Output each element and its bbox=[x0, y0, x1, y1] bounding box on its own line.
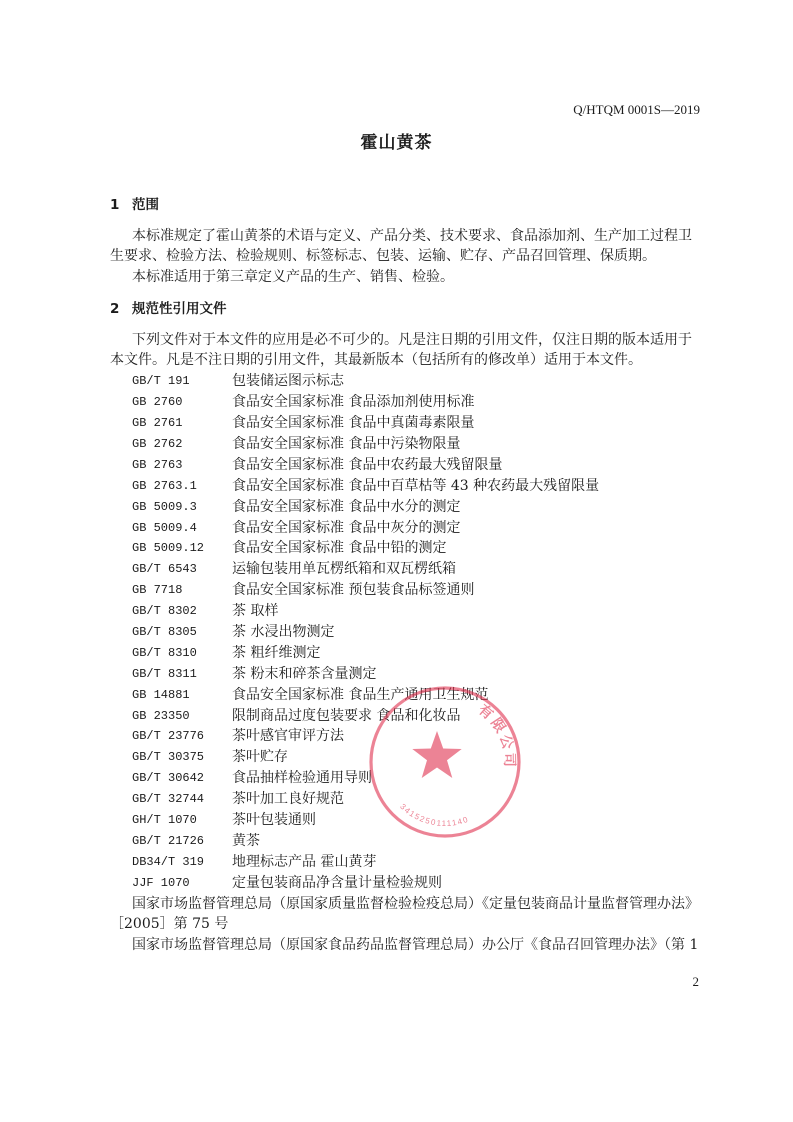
reference-title: 食品安全国家标准 食品中农药最大残留限量 bbox=[232, 456, 503, 473]
reference-title: 食品安全国家标准 食品生产通用卫生规范 bbox=[232, 686, 489, 703]
paragraph-line: 下列文件对于本文件的应用是必不可少的。凡是注日期的引用文件，仅注日期的版本适用于 bbox=[132, 331, 692, 348]
page-title: 霍山黄茶 bbox=[360, 133, 433, 153]
section-1-body bbox=[110, 226, 720, 289]
seal-company-text-path: 有限公司 bbox=[474, 701, 518, 770]
reference-title: 食品安全国家标准 食品添加剂使用标准 bbox=[232, 394, 475, 411]
reference-title: 地理标志产品 霍山黄芽 bbox=[232, 853, 377, 870]
reference-item bbox=[110, 789, 720, 810]
paragraph-line: ［2005］第 75 号 bbox=[110, 916, 229, 933]
reference-code: DB34/T 319 bbox=[132, 854, 205, 869]
reference-code: GB 5009.12 bbox=[132, 541, 205, 556]
reference-item bbox=[110, 726, 720, 747]
document-code: Q/HTQM 0001S—2019 bbox=[573, 102, 700, 117]
reference-title: 茶叶加工良好规范 bbox=[232, 791, 344, 808]
paragraph-line: 本标准适用于第三章定义产品的生产、销售、检验。 bbox=[132, 269, 454, 286]
reference-code: GB 5009.4 bbox=[132, 520, 197, 535]
reference-code: GH/T 1070 bbox=[132, 812, 197, 827]
reference-code: GB/T 21726 bbox=[132, 833, 205, 848]
reference-title: 食品安全国家标准 食品中水分的测定 bbox=[232, 498, 461, 515]
reference-code: JJF 1070 bbox=[132, 875, 190, 890]
reference-item bbox=[110, 810, 720, 831]
reference-title: 茶叶包装通则 bbox=[232, 811, 316, 828]
reference-code: GB 2761 bbox=[132, 416, 183, 431]
reference-item bbox=[110, 873, 720, 894]
paragraph-line: 国家市场监督管理总局（原国家食品药品监督管理总局）办公厅《食品召回管理办法》（第 1 bbox=[132, 937, 699, 954]
reference-title: 食品安全国家标准 食品中真菌毒素限量 bbox=[232, 415, 475, 432]
reference-code: GB/T 191 bbox=[132, 374, 190, 389]
reference-code: GB/T 8305 bbox=[132, 624, 197, 639]
reference-code: GB/T 8310 bbox=[132, 645, 197, 660]
seal-number-text-path: 3415250111140 bbox=[398, 802, 471, 829]
paragraph-line: 本文件。凡是不注日期的引用文件，其最新版本（包括所有的修改单）适用于本文件。 bbox=[110, 352, 642, 369]
reference-title: 茶叶贮存 bbox=[232, 749, 288, 766]
reference-code: GB/T 23776 bbox=[132, 729, 205, 744]
reference-item bbox=[110, 559, 720, 580]
reference-code: GB/T 8302 bbox=[132, 604, 197, 619]
reference-code: GB 23350 bbox=[132, 708, 190, 723]
reference-item bbox=[110, 685, 720, 706]
reference-item bbox=[110, 580, 720, 601]
reference-code: GB 2760 bbox=[132, 395, 183, 410]
reference-item bbox=[110, 706, 720, 727]
reference-title: 包装储运图示标志 bbox=[232, 373, 344, 390]
reference-title: 食品安全国家标准 食品中百草枯等 43 种农药最大残留限量 bbox=[232, 477, 600, 494]
reference-item bbox=[110, 601, 720, 622]
section-2-body bbox=[110, 330, 720, 957]
reference-title: 茶叶感官审评方法 bbox=[232, 728, 344, 745]
reference-item bbox=[110, 497, 720, 518]
reference-list bbox=[110, 371, 720, 893]
reference-code: GB 2763.1 bbox=[132, 478, 197, 493]
reference-code: GB 5009.3 bbox=[132, 499, 197, 514]
reference-item bbox=[110, 622, 720, 643]
reference-item bbox=[110, 434, 720, 455]
reference-code: GB 2763 bbox=[132, 457, 183, 472]
reference-title: 食品安全国家标准 食品中灰分的测定 bbox=[232, 519, 461, 536]
section-2-number: 2 bbox=[110, 300, 120, 317]
reference-item bbox=[110, 371, 720, 392]
reference-item bbox=[110, 747, 720, 768]
reference-title: 食品安全国家标准 食品中铅的测定 bbox=[232, 540, 447, 557]
section-1-number: 1 bbox=[110, 196, 120, 213]
reference-item bbox=[110, 768, 720, 789]
reference-title: 定量包装商品净含量计量检验规则 bbox=[232, 874, 442, 891]
reference-code: GB 7718 bbox=[132, 583, 183, 598]
paragraph-line: 本标准规定了霍山黄茶的术语与定义、产品分类、技术要求、食品添加剂、生产加工过程卫 bbox=[132, 227, 692, 244]
reference-item bbox=[110, 518, 720, 539]
reference-title: 茶 粗纤维测定 bbox=[232, 644, 321, 661]
reference-title: 食品安全国家标准 食品中污染物限量 bbox=[232, 435, 461, 452]
section-2-heading bbox=[110, 299, 227, 320]
section-1-heading bbox=[110, 195, 159, 216]
reference-item bbox=[110, 643, 720, 664]
reference-item bbox=[110, 392, 720, 413]
section-2-title: 规范性引用文件 bbox=[132, 300, 227, 317]
reference-title: 限制商品过度包装要求 食品和化妆品 bbox=[232, 707, 461, 724]
reference-item bbox=[110, 664, 720, 685]
reference-item bbox=[110, 538, 720, 559]
reference-item bbox=[110, 413, 720, 434]
reference-title: 茶 粉末和碎茶含量测定 bbox=[232, 665, 377, 682]
reference-title: 运输包装用单瓦楞纸箱和双瓦楞纸箱 bbox=[232, 561, 456, 578]
reference-item bbox=[110, 476, 720, 497]
page-number: 2 bbox=[692, 974, 699, 989]
reference-title: 食品安全国家标准 预包装食品标签通则 bbox=[232, 582, 475, 599]
reference-code: GB/T 6543 bbox=[132, 562, 197, 577]
reference-item bbox=[110, 852, 720, 873]
paragraph-line: 国家市场监督管理总局（原国家质量监督检验检疫总局）《定量包装商品计量监督管理办法》 bbox=[132, 895, 699, 912]
reference-title: 茶 取样 bbox=[232, 603, 279, 620]
section-1-title: 范围 bbox=[132, 196, 159, 213]
reference-code: GB/T 32744 bbox=[132, 792, 205, 807]
reference-item bbox=[110, 455, 720, 476]
reference-title: 食品抽样检验通用导则 bbox=[232, 770, 372, 787]
reference-code: GB/T 8311 bbox=[132, 666, 197, 681]
reference-code: GB 2762 bbox=[132, 436, 183, 451]
reference-code: GB/T 30375 bbox=[132, 750, 205, 765]
reference-code: GB/T 30642 bbox=[132, 771, 205, 786]
reference-title: 黄茶 bbox=[232, 832, 260, 849]
reference-title: 茶 水浸出物测定 bbox=[232, 623, 335, 640]
reference-item bbox=[110, 831, 720, 852]
paragraph-line: 生要求、检验方法、检验规则、标签标志、包装、运输、贮存、产品召回管理、保质期。 bbox=[110, 248, 656, 265]
reference-code: GB 14881 bbox=[132, 687, 190, 702]
